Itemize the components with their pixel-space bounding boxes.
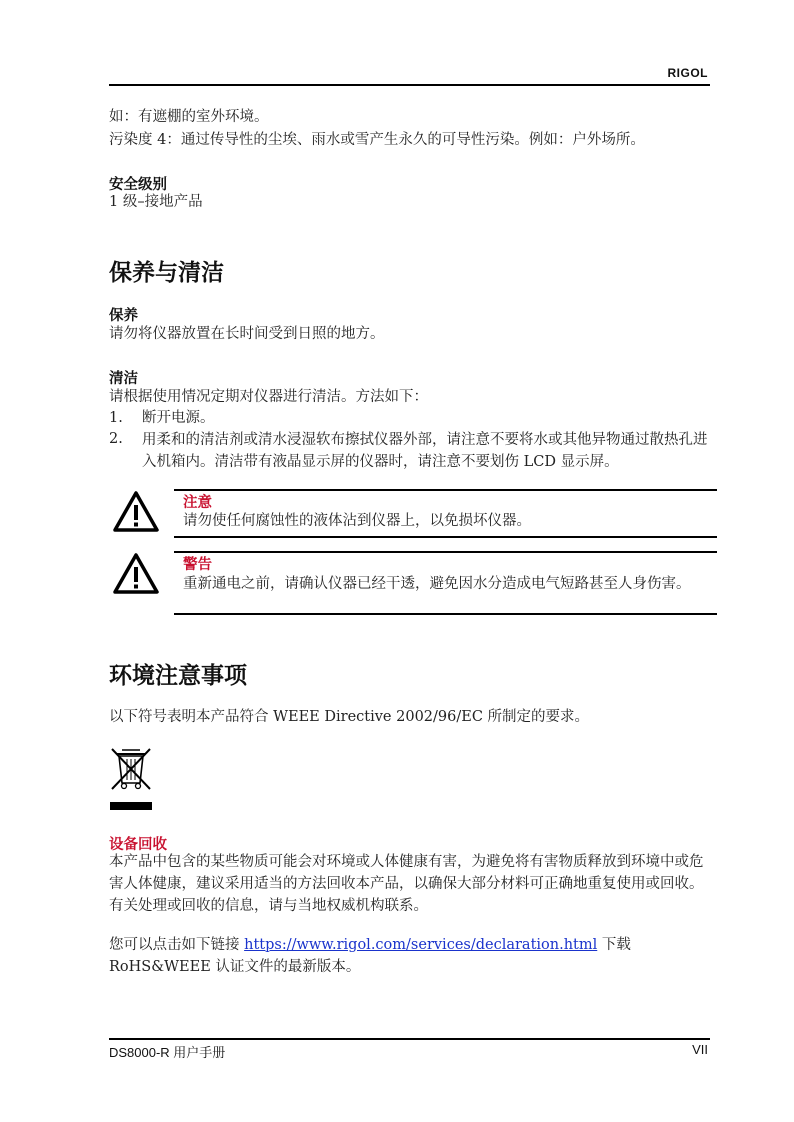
weee-crossed-bin-icon: [108, 745, 154, 813]
warning-top-rule: [174, 551, 717, 553]
warning-text: 重新通电之前，请确认仪器已经干透，避免因水分造成电气短路甚至人身伤害。: [183, 576, 691, 592]
safety-class-heading: 安全级别: [109, 177, 167, 193]
intro-line-1: 如：有遮棚的室外环境。: [109, 109, 269, 125]
list-item-number: 1.: [109, 410, 123, 426]
caution-bottom-rule: [174, 536, 717, 538]
list-item-text: 用柔和的清洁剂或清水浸湿软布擦拭仪器外部，请注意不要将水或其他异物通过散热孔进入机箱内。清洁带有液晶显示屏的仪器时，请注意不要划伤 LCD 显示屏。: [142, 432, 708, 470]
safety-class-text: 1 级–接地产品: [109, 194, 203, 210]
link-suffix: 下载: [597, 937, 631, 953]
link-line-2: RoHS&WEEE 认证文件的最新版本。: [109, 959, 361, 975]
caution-warning-triangle-icon: [112, 489, 160, 533]
link-line: [109, 935, 631, 956]
list-item-text: 断开电源。: [142, 410, 215, 426]
care-heading: 保养: [109, 308, 138, 324]
header-brand: RIGOL: [667, 66, 708, 80]
clean-intro: 请根据使用情况定期对仪器进行清洁。方法如下：: [109, 389, 428, 405]
footer-manual-title: DS8000-R 用户手册: [109, 1045, 226, 1060]
warning-bottom-rule: [174, 613, 717, 615]
footer-page-number: VII: [692, 1042, 708, 1057]
weee-text: 以下符号表明本产品符合 WEEE Directive 2002/96/EC 所制定的要求。: [109, 709, 590, 725]
footer-rule: [109, 1038, 710, 1040]
recycle-heading: 设备回收: [109, 837, 167, 853]
caution-title: 注意: [183, 495, 212, 511]
clean-heading: 清洁: [109, 371, 138, 387]
care-text: 请勿将仪器放置在长时间受到日照的地方。: [109, 326, 385, 342]
declaration-link[interactable]: https://www.rigol.com/services/declaration.html: [244, 937, 598, 953]
list-item: [109, 429, 719, 473]
environment-title: 环境注意事项: [109, 663, 247, 689]
maintenance-title: 保养与清洁: [109, 260, 224, 286]
caution-text: 请勿使任何腐蚀性的液体沾到仪器上，以免损坏仪器。: [183, 513, 531, 529]
list-item-number: 2.: [109, 431, 123, 447]
header-rule: [109, 84, 710, 86]
warning-title: 警告: [183, 557, 212, 573]
intro-line-2: 污染度 4：通过传导性的尘埃、雨水或雪产生永久的可导性污染。例如：户外场所。: [109, 132, 645, 148]
recycle-text: 本产品中包含的某些物质可能会对环境或人体健康有害，为避免将有害物质释放到环境中或危害人体健康，建议采用适当的方法回收本产品，以确保大部分材料可正确地重复使用或回收。有关处理或回收的信息，请与当地权威机构联系。: [109, 854, 704, 914]
link-prefix: 您可以点击如下链接: [109, 937, 245, 953]
warning-triangle-icon: [112, 551, 160, 595]
caution-top-rule: [174, 489, 717, 491]
